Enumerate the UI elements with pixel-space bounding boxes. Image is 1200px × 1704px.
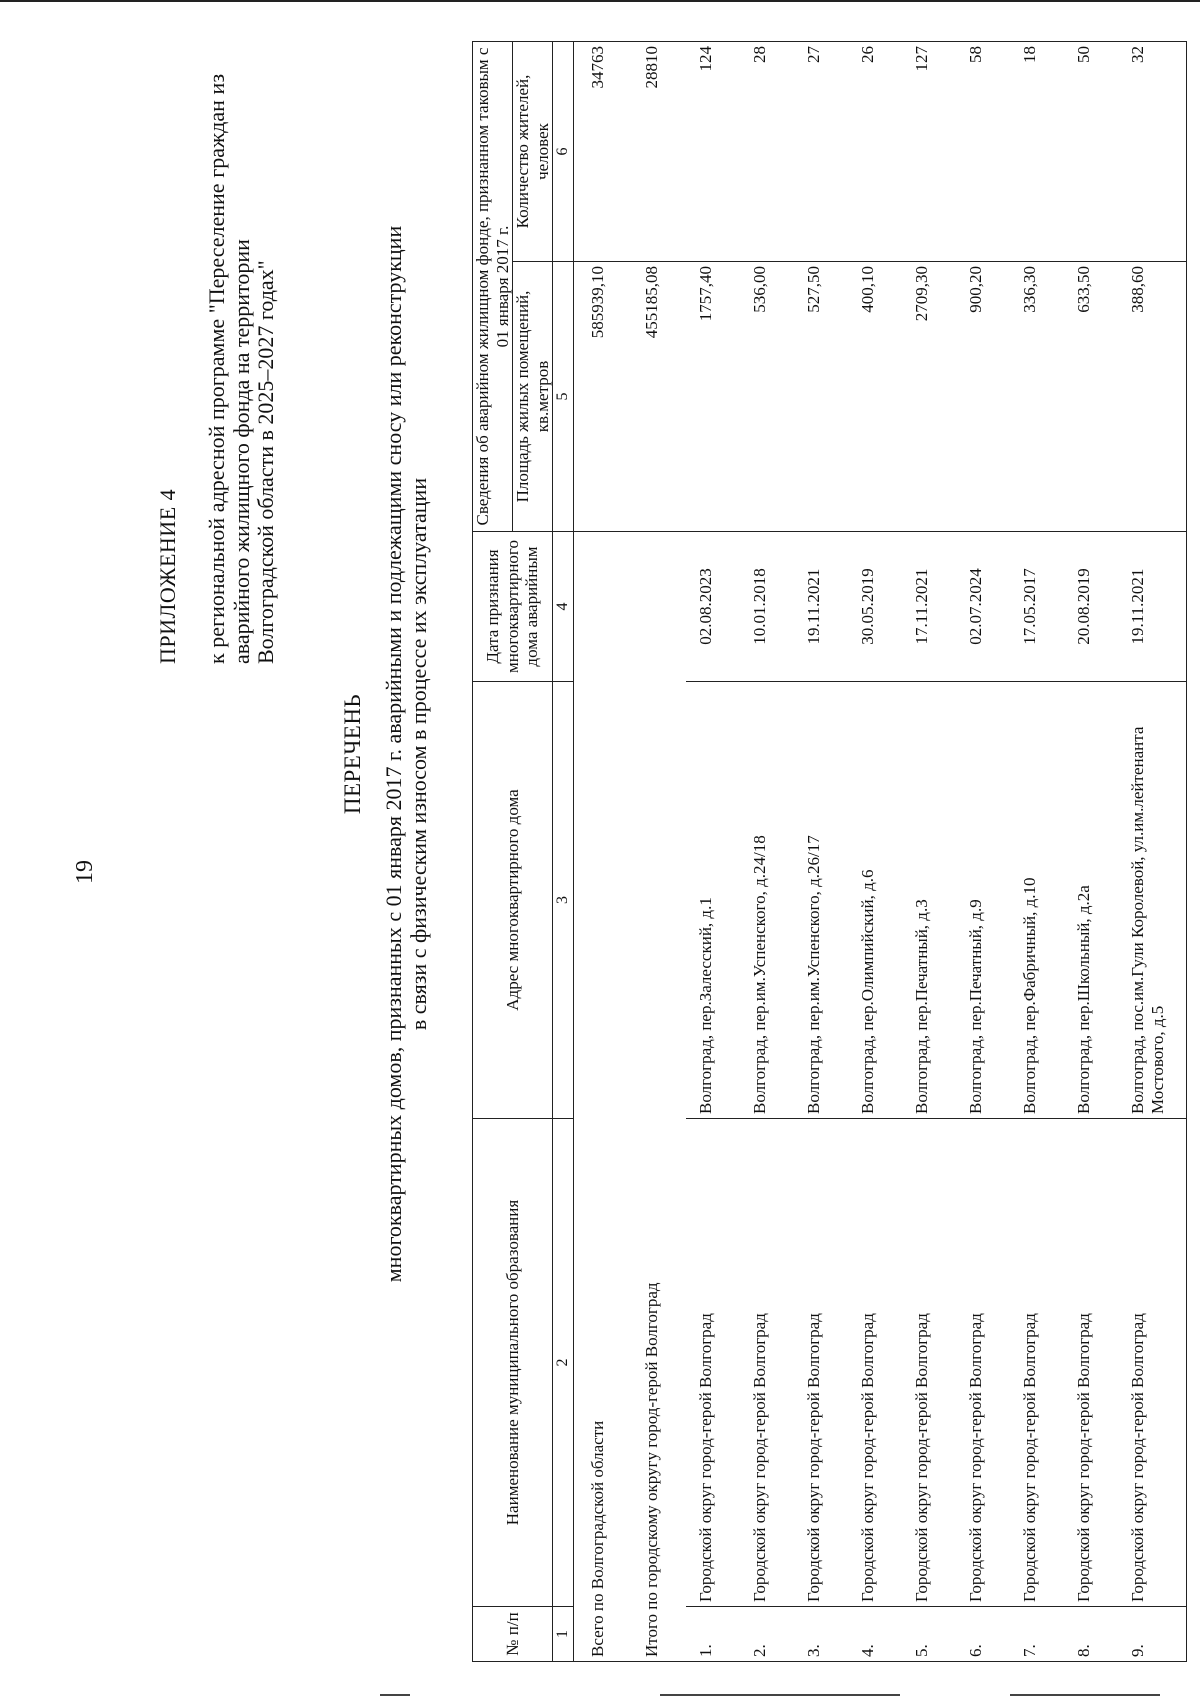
table-row	[1064, 41, 1118, 1661]
row-residents: 58	[956, 41, 1010, 261]
column-number: 5	[553, 262, 574, 532]
table-row	[1010, 41, 1064, 1661]
total-city-row	[632, 41, 686, 1661]
row-residents: 32	[1118, 41, 1187, 261]
row-residents: 18	[1010, 41, 1064, 261]
row-num: 7.	[1010, 1607, 1064, 1662]
row-municipality: Городской округ город-герой Волгоград	[1118, 1119, 1187, 1607]
row-address: Волгоград, пос.им.Гули Королевой, ул.им.лейтенанта Мостового, д.5	[1118, 682, 1187, 1119]
appendix-line-3: Волгоградской области в 2025–2027 годах"	[253, 260, 279, 664]
row-address: Волгоград, пер.Печатный, д.3	[902, 682, 956, 1119]
row-address: Волгоград, пер.им.Успенского, д.24/18	[740, 682, 794, 1119]
row-area: 388,60	[1118, 262, 1187, 532]
houses-table	[472, 41, 1187, 1662]
row-area: 1757,40	[686, 262, 740, 532]
row-area: 900,20	[956, 262, 1010, 532]
row-area: 633,50	[1064, 262, 1118, 532]
row-date: 17.11.2021	[902, 532, 956, 682]
row-date: 02.07.2024	[956, 532, 1010, 682]
page-number: 19	[72, 860, 98, 884]
row-municipality: Городской округ город-герой Волгоград	[686, 1119, 740, 1607]
row-municipality: Городской округ город-герой Волгоград	[740, 1119, 794, 1607]
row-num: 3.	[794, 1607, 848, 1662]
column-number: 2	[553, 1119, 574, 1607]
appendix-line-1: к региональной адресной программе "Переселение граждан	[204, 100, 229, 664]
row-residents: 124	[686, 41, 740, 261]
row-area: 536,00	[740, 262, 794, 532]
header-area: Площадь жилых помещений, кв.метров	[513, 262, 553, 532]
row-municipality: Городской округ город-герой Волгоград	[1064, 1119, 1118, 1607]
row-date: 19.11.2021	[1118, 532, 1187, 682]
appendix-line-2: из аварийного жилищного фонда на территории	[204, 73, 254, 664]
row-address: Волгоград, пер.Олимпийский, д.6	[848, 682, 902, 1119]
row-address: Волгоград, пер.Школьный, д.2а	[1064, 682, 1118, 1119]
row-date: 19.11.2021	[794, 532, 848, 682]
header-address: Адрес многоквартирного дома	[473, 682, 553, 1119]
list-subtitle-line-2: в связи с физическим износом в процессе их эксплуатации	[405, 477, 431, 1031]
row-date: 20.08.2019	[1064, 532, 1118, 682]
row-area: 400,10	[848, 262, 902, 532]
row-address: Волгоград, пер.Печатный, д.9	[956, 682, 1010, 1119]
total-region-row	[574, 41, 633, 1661]
row-num: 6.	[956, 1607, 1010, 1662]
row-municipality: Городской округ город-герой Волгоград	[956, 1119, 1010, 1607]
row-address: Волгоград, пер.им.Успенского, д.26/17	[794, 682, 848, 1119]
row-num: 8.	[1064, 1607, 1118, 1662]
total-region-label: Всего по Волгоградской области	[574, 532, 633, 1662]
appendix-title: ПРИЛОЖЕНИЕ 4	[155, 488, 180, 664]
appendix-text	[205, 74, 279, 664]
total-region-area: 585939,10	[574, 262, 633, 532]
list-subtitle	[382, 4, 432, 1504]
header-residents: Количество жителей, человек	[513, 41, 553, 261]
row-municipality: Городской округ город-герой Волгоград	[848, 1119, 902, 1607]
list-subtitle-line-1: многоквартирных домов, признанных с 01 января 2017 г. аварийными и подлежащими сносу или реконструкции	[381, 225, 406, 1283]
row-num: 4.	[848, 1607, 902, 1662]
table-row	[902, 41, 956, 1661]
list-title: ПЕРЕЧЕНЬ	[340, 693, 365, 815]
row-residents: 27	[794, 41, 848, 261]
row-num: 5.	[902, 1607, 956, 1662]
table-row	[740, 41, 794, 1661]
row-address: Волгоград, пер.Залесский, д.1	[686, 682, 740, 1119]
column-number: 4	[553, 532, 574, 682]
total-region-residents: 34763	[574, 41, 633, 261]
row-date: 10.01.2018	[740, 532, 794, 682]
row-municipality: Городской округ город-герой Волгоград	[1010, 1119, 1064, 1607]
row-area: 336,30	[1010, 262, 1064, 532]
row-area: 2709,30	[902, 262, 956, 532]
table-row	[686, 41, 740, 1661]
row-residents: 127	[902, 41, 956, 261]
row-residents: 50	[1064, 41, 1118, 261]
table-row	[848, 41, 902, 1661]
total-city-residents: 28810	[632, 41, 686, 261]
total-city-area: 455185,08	[632, 262, 686, 532]
header-municipality: Наименование муниципального образования	[473, 1119, 553, 1607]
total-city-label: Итого по городскому округу город-герой Волгоград	[632, 532, 686, 1662]
row-num: 1.	[686, 1607, 740, 1662]
header-date: Дата признания многоквартирного дома аварийным	[473, 532, 553, 682]
table-row	[794, 41, 848, 1661]
row-residents: 28	[740, 41, 794, 261]
column-number: 6	[553, 41, 574, 261]
header-info-group: Сведения об аварийном жилищном фонде, признанном таковым с 01 января 2017 г.	[473, 41, 513, 531]
row-date: 02.08.2023	[686, 532, 740, 682]
table-row	[1118, 41, 1187, 1661]
row-date: 17.05.2017	[1010, 532, 1064, 682]
column-number: 1	[553, 1607, 574, 1662]
column-number: 3	[553, 682, 574, 1119]
table-row	[956, 41, 1010, 1661]
row-area: 527,50	[794, 262, 848, 532]
row-municipality: Городской округ город-герой Волгоград	[902, 1119, 956, 1607]
row-residents: 26	[848, 41, 902, 261]
header-num: № п/п	[473, 1607, 553, 1662]
row-date: 30.05.2019	[848, 532, 902, 682]
row-address: Волгоград, пер.Фабричный, д.10	[1010, 682, 1064, 1119]
row-municipality: Городской округ город-герой Волгоград	[794, 1119, 848, 1607]
row-num: 9.	[1118, 1607, 1187, 1662]
row-num: 2.	[740, 1607, 794, 1662]
